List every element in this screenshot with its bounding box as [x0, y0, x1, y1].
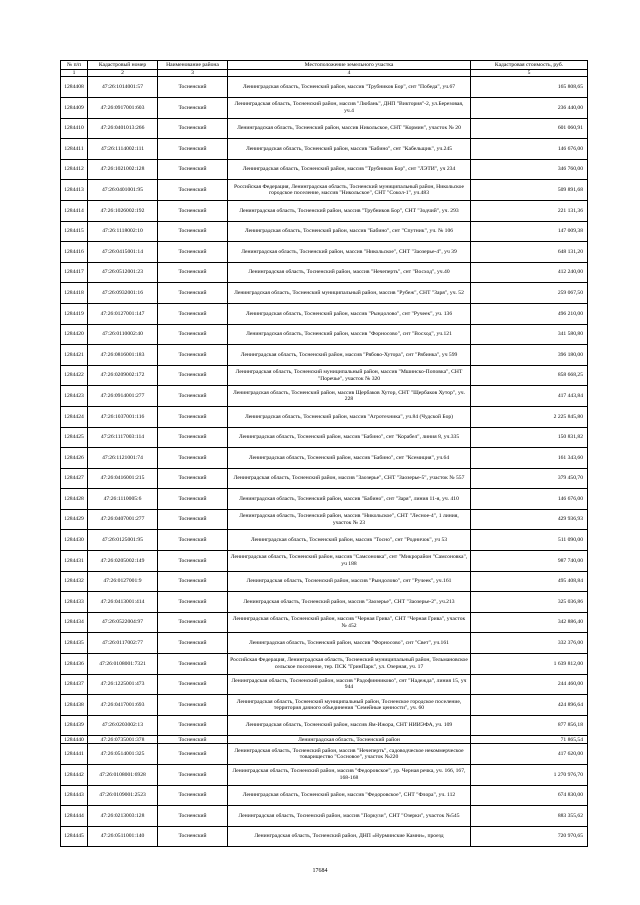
cadastral-number-cell: 47:26:0735001:378 — [88, 736, 158, 744]
cadastral-value-cell: 379 450,70 — [471, 468, 588, 489]
district-cell: Тосненский — [158, 592, 228, 613]
cadastral-number-cell: 47:26:1118002:10 — [88, 221, 158, 242]
district-cell: Тосненский — [158, 826, 228, 847]
table-row — [61, 715, 588, 736]
column-number: 4 — [228, 70, 471, 77]
table-row — [61, 695, 588, 716]
district-cell: Тосненский — [158, 633, 228, 654]
header-location: Местоположение земельного участка — [228, 61, 471, 70]
table-row — [61, 386, 588, 407]
cadastral-value-cell: 1 639 812,00 — [471, 654, 588, 675]
location-cell: Ленинградская область, Тосненский район, массив "Форносово", снт "Восход", уч.121 — [228, 324, 471, 345]
header-district: Наименование района — [158, 61, 228, 70]
location-cell: Ленинградская область, Тосненский район, массив "Нечеперть", садоводческое некоммерческое товарищество "Сосновое", участок №220 — [228, 744, 471, 765]
row-number-cell: 1284419 — [61, 303, 88, 324]
district-cell: Тосненский — [158, 324, 228, 345]
location-cell: Ленинградская область, Тосненский район, массив "Форносово", снт "Свет", уч.161 — [228, 633, 471, 654]
cadastral-value-cell: 720 970,65 — [471, 826, 588, 847]
district-cell: Тосненский — [158, 221, 228, 242]
cadastral-value-cell: 396 180,00 — [471, 345, 588, 366]
cadastral-number-cell: 47:26:1037001:116 — [88, 406, 158, 427]
cadastral-number-cell: 47:26:0108001:7321 — [88, 654, 158, 675]
cadastral-value-cell: 147 009,38 — [471, 221, 588, 242]
location-cell: Ленинградская область, Тосненский район, массив "Тосно", снт "Родничок", уч 53 — [228, 530, 471, 551]
row-number-cell: 1284421 — [61, 345, 88, 366]
location-cell: Ленинградская область, Тосненский муниципальный район, массив "Рубеж", СНТ "Заря", уч. 52 — [228, 283, 471, 304]
location-cell: Ленинградская область, Тосненский муниципальный район, массив "Мшинско-Поповка", СНТ "Поречье", участок № 320 — [228, 365, 471, 386]
header-row — [61, 61, 588, 70]
row-number-cell: 1284418 — [61, 283, 88, 304]
district-cell: Тосненский — [158, 386, 228, 407]
location-cell: Ленинградская область, Тосненский район, массив "Поркузи", СНТ "Озерки", участок №545 — [228, 806, 471, 827]
cadastral-number-cell: 47:26:1114002:111 — [88, 139, 158, 160]
location-cell: Ленинградская область, Тосненский район, массив "Заозерье", СНТ "Заозерье-5", участок № 557 — [228, 468, 471, 489]
district-cell: Тосненский — [158, 654, 228, 675]
table-row — [61, 345, 588, 366]
row-number-cell: 1284427 — [61, 468, 88, 489]
cadastral-value-cell: 417 620,00 — [471, 744, 588, 765]
row-number-cell: 1284423 — [61, 386, 88, 407]
row-number-cell: 1284430 — [61, 530, 88, 551]
cadastral-value-cell: 332 376,00 — [471, 633, 588, 654]
row-number-cell: 1284416 — [61, 242, 88, 263]
row-number-cell: 1284422 — [61, 365, 88, 386]
table-row — [61, 785, 588, 806]
location-cell: Ленинградская область, Тосненский район, массив "Агротехника", уч.84 (Чудской Бор) — [228, 406, 471, 427]
cadastral-value-cell: 341 580,80 — [471, 324, 588, 345]
district-cell: Тосненский — [158, 139, 228, 160]
cadastral-number-cell: 47:26:0209002:172 — [88, 365, 158, 386]
location-cell: Российская Федерация, Ленинградская область, Тосненский муниципальный район, Тельмановское сельское поселение, тер. ПСК "ГринПарк", ул. Озерная, уч. 17 — [228, 654, 471, 675]
row-number-cell: 1284444 — [61, 806, 88, 827]
column-numbers-row — [61, 70, 588, 77]
cadastral-value-cell: 236 440,00 — [471, 98, 588, 119]
district-cell: Тосненский — [158, 551, 228, 572]
cadastral-number-cell: 47:26:0512001:23 — [88, 262, 158, 283]
header-cadastral-number: Кадастровый номер — [88, 61, 158, 70]
table-row — [61, 736, 588, 744]
cadastral-number-cell: 47:26:0417001:693 — [88, 695, 158, 716]
table-row — [61, 744, 588, 765]
row-number-cell: 1284442 — [61, 765, 88, 786]
cadastral-number-cell: 47:26:0514001:325 — [88, 744, 158, 765]
location-cell: Ленинградская область, Тосненский район, массив "Трубников Бор", СНТ "Зодчий", уч. 293 — [228, 200, 471, 221]
cadastral-number-cell: 47:26:0816001:183 — [88, 345, 158, 366]
cadastral-value-cell: 648 131,20 — [471, 242, 588, 263]
cadastral-number-cell: 47:26:0416001:215 — [88, 468, 158, 489]
cadastral-value-cell: 346 760,00 — [471, 159, 588, 180]
district-cell: Тосненский — [158, 98, 228, 119]
table-row — [61, 826, 588, 847]
location-cell: Ленинградская область, Тосненский район, массив "Нечеперть", снт "Восход", уч.40 — [228, 262, 471, 283]
cadastral-value-cell: 509 891,68 — [471, 180, 588, 201]
district-cell: Тосненский — [158, 715, 228, 736]
row-number-cell: 1284438 — [61, 695, 88, 716]
district-cell: Тосненский — [158, 765, 228, 786]
location-cell: Ленинградская область, Тосненский район, массив "Бабино", снт "Заря", линия 11-я, уч. 410 — [228, 489, 471, 510]
district-cell: Тосненский — [158, 509, 228, 530]
location-cell: Ленинградская область, Тосненский район, массив Ям-Ижора, СНТ НИИЭФА, уч. 109 — [228, 715, 471, 736]
district-cell: Тосненский — [158, 806, 228, 827]
location-cell: Ленинградская область, Тосненский район, массив "Федоровское", ур. Черная речка, уч. 166, 167, 168-168 — [228, 765, 471, 786]
location-cell: Ленинградская область, Тосненский район, ДНП «Нурминские Камни», проезд — [228, 826, 471, 847]
cadastral-number-cell: 47:26:0917001:603 — [88, 98, 158, 119]
cadastral-value-cell: 2 225 845,80 — [471, 406, 588, 427]
location-cell: Ленинградская область, Тосненский район, массив "Бабино", снт "Ксемиция", уч.64 — [228, 448, 471, 469]
district-cell: Тосненский — [158, 530, 228, 551]
table-row — [61, 180, 588, 201]
table-row — [61, 551, 588, 572]
table-row — [61, 77, 588, 98]
cadastral-number-cell: 47:26:0110002:40 — [88, 324, 158, 345]
location-cell: Ленинградская область, Тосненский район, массив "Трубников Бор", снт "ЛЭТИ", уч 234 — [228, 159, 471, 180]
district-cell: Тосненский — [158, 674, 228, 695]
table-row — [61, 139, 588, 160]
location-cell: Ленинградская область, Тосненский район, массив "Радофинниково", снт "Надежда", линия 15, уч 944 — [228, 674, 471, 695]
table-row — [61, 530, 588, 551]
location-cell: Ленинградская область, Тосненский район, массив "Федоровское", СНТ "Флора", уч. 112 — [228, 785, 471, 806]
cadastral-value-cell: 259 067,50 — [471, 283, 588, 304]
location-cell: Российская Федерация, Ленинградская область, Тосненский муниципальный район, Никольское городское поселение, массив "Никольское", СНТ "Сокол-1", уч.483 — [228, 180, 471, 201]
cadastral-number-cell: 47:26:0522004:97 — [88, 612, 158, 633]
table-row — [61, 303, 588, 324]
district-cell: Тосненский — [158, 736, 228, 744]
table-row — [61, 592, 588, 613]
location-cell: Ленинградская область, Тосненский район, массив "Никольское", СНТ "Заозерье-4", уч 39 — [228, 242, 471, 263]
row-number-cell: 1284413 — [61, 180, 88, 201]
location-cell: Ленинградская область, Тосненский муниципальный район, Тосненское городское поселение, территория дачного объединения "Семейные ценности", уч. 60 — [228, 695, 471, 716]
cadastral-number-cell: 47:26:0407001:277 — [88, 509, 158, 530]
location-cell: Ленинградская область, Тосненский район, массив Никольское, СНТ "Кормин", участок № 20 — [228, 118, 471, 139]
district-cell: Тосненский — [158, 695, 228, 716]
district-cell: Тосненский — [158, 283, 228, 304]
table-row — [61, 468, 588, 489]
cadastral-number-cell: 47:26:1110005:6 — [88, 489, 158, 510]
table-row — [61, 159, 588, 180]
table-row — [61, 262, 588, 283]
table-row — [61, 448, 588, 469]
district-cell: Тосненский — [158, 242, 228, 263]
cadastral-number-cell: 47:26:0213003:128 — [88, 806, 158, 827]
district-cell: Тосненский — [158, 345, 228, 366]
cadastral-number-cell: 47:26:0401001:95 — [88, 180, 158, 201]
cadastral-value-cell: 150 831,82 — [471, 427, 588, 448]
cadastral-number-cell: 47:26:0117002:77 — [88, 633, 158, 654]
cadastral-value-cell: 165 808,65 — [471, 77, 588, 98]
table-row — [61, 806, 588, 827]
header-cadastral-value: Кадастровая стоимость, руб. — [471, 61, 588, 70]
district-cell: Тосненский — [158, 262, 228, 283]
district-cell: Тосненский — [158, 744, 228, 765]
cadastral-value-table — [60, 60, 588, 847]
row-number-cell: 1284426 — [61, 448, 88, 469]
row-number-cell: 1284415 — [61, 221, 88, 242]
table-row — [61, 427, 588, 448]
table-row — [61, 765, 588, 786]
column-number: 2 — [88, 70, 158, 77]
row-number-cell: 1284432 — [61, 571, 88, 592]
row-number-cell: 1284433 — [61, 592, 88, 613]
table-row — [61, 200, 588, 221]
table-row — [61, 242, 588, 263]
cadastral-value-cell: 883 355,62 — [471, 806, 588, 827]
cadastral-number-cell: 47:26:0401013:266 — [88, 118, 158, 139]
cadastral-number-cell: 47:26:0125001:95 — [88, 530, 158, 551]
cadastral-number-cell: 47:26:0413001:414 — [88, 592, 158, 613]
location-cell: Ленинградская область, Тосненский район, массив "Бабино", снт "Корабел", линия 8, уч.335 — [228, 427, 471, 448]
table-row — [61, 509, 588, 530]
table-header — [61, 61, 588, 77]
row-number-cell: 1284414 — [61, 200, 88, 221]
district-cell: Тосненский — [158, 406, 228, 427]
cadastral-number-cell: 47:26:1021002:128 — [88, 159, 158, 180]
cadastral-value-cell: 412 240,00 — [471, 262, 588, 283]
cadastral-value-cell: 244 460,00 — [471, 674, 588, 695]
cadastral-value-cell: 858 668,25 — [471, 365, 588, 386]
district-cell: Тосненский — [158, 448, 228, 469]
row-number-cell: 1284443 — [61, 785, 88, 806]
cadastral-number-cell: 47:26:0205002:149 — [88, 551, 158, 572]
cadastral-value-cell: 325 036,86 — [471, 592, 588, 613]
row-number-cell: 1284428 — [61, 489, 88, 510]
location-cell: Ленинградская область, Тосненский район, массив "Бабино", снт "Спутник", уч. № 106 — [228, 221, 471, 242]
cadastral-value-cell: 146 676,00 — [471, 139, 588, 160]
cadastral-number-cell: 47:26:0203002:13 — [88, 715, 158, 736]
district-cell: Тосненский — [158, 365, 228, 386]
row-number-cell: 1284437 — [61, 674, 88, 695]
cadastral-value-cell: 674 830,00 — [471, 785, 588, 806]
row-number-cell: 1284408 — [61, 77, 88, 98]
district-cell: Тосненский — [158, 303, 228, 324]
row-number-cell: 1284431 — [61, 551, 88, 572]
cadastral-value-cell: 71 865,54 — [471, 736, 588, 744]
row-number-cell: 1284434 — [61, 612, 88, 633]
table-row — [61, 571, 588, 592]
table-row — [61, 324, 588, 345]
row-number-cell: 1284424 — [61, 406, 88, 427]
row-number-cell: 1284412 — [61, 159, 88, 180]
cadastral-value-cell: 601 060,91 — [471, 118, 588, 139]
district-cell: Тосненский — [158, 159, 228, 180]
district-cell: Тосненский — [158, 612, 228, 633]
cadastral-number-cell: 47:26:1117003:114 — [88, 427, 158, 448]
location-cell: Ленинградская область, Тосненский район, массив "Рябово-Хутора", снт "Рябинка", уч 599 — [228, 345, 471, 366]
row-number-cell: 1284409 — [61, 98, 88, 119]
cadastral-number-cell: 47:26:0932001:16 — [88, 283, 158, 304]
location-cell: Ленинградская область, Тосненский район, массив "Черная Грива", СНТ "Черная Грива", участок № 452 — [228, 612, 471, 633]
table-row — [61, 489, 588, 510]
district-cell: Тосненский — [158, 468, 228, 489]
cadastral-number-cell: 47:26:0914001:277 — [88, 386, 158, 407]
district-cell: Тосненский — [158, 785, 228, 806]
cadastral-value-cell: 342 886,40 — [471, 612, 588, 633]
cadastral-number-cell: 47:26:1121001:74 — [88, 448, 158, 469]
table-row — [61, 612, 588, 633]
page-number: 17684 — [312, 868, 328, 874]
table-row — [61, 406, 588, 427]
cadastral-value-cell: 495 408,84 — [471, 571, 588, 592]
row-number-cell: 1284425 — [61, 427, 88, 448]
row-number-cell: 1284445 — [61, 826, 88, 847]
cadastral-value-cell: 424 896,64 — [471, 695, 588, 716]
cadastral-value-cell: 429 936,93 — [471, 509, 588, 530]
row-number-cell: 1284411 — [61, 139, 88, 160]
location-cell: Ленинградская область, Тосненский район — [228, 736, 471, 744]
cadastral-number-cell: 47:26:0127001:9 — [88, 571, 158, 592]
location-cell: Ленинградская область, Тосненский район, массив "Самсоновка", снт "Микрорайон "Самсоновка", уч 188 — [228, 551, 471, 572]
column-number: 1 — [61, 70, 88, 77]
column-number: 5 — [471, 70, 588, 77]
table-row — [61, 633, 588, 654]
location-cell: Ленинградская область, Тосненский район, массив "Бабино", снт "Кабельщик", уч.245 — [228, 139, 471, 160]
row-number-cell: 1284420 — [61, 324, 88, 345]
district-cell: Тосненский — [158, 571, 228, 592]
table-row — [61, 674, 588, 695]
row-number-cell: 1284410 — [61, 118, 88, 139]
cadastral-value-cell: 417 443,84 — [471, 386, 588, 407]
location-cell: Ленинградская область, Тосненский район, массив "Трубников Бор", снт "Победа", уч.67 — [228, 77, 471, 98]
location-cell: Ленинградская область, Тосненский район, массив "Заозерье", СНТ "Заозерье-2", уч.213 — [228, 592, 471, 613]
table-row — [61, 118, 588, 139]
cadastral-value-cell: 161 343,60 — [471, 448, 588, 469]
cadastral-value-cell: 221 131,36 — [471, 200, 588, 221]
location-cell: Ленинградская область, Тосненский район, массив "Рындолово", снт "Ручеек", уч.161 — [228, 571, 471, 592]
table-body — [61, 77, 588, 847]
cadastral-number-cell: 47:26:1026002:192 — [88, 200, 158, 221]
cadastral-value-cell: 1 270 976,70 — [471, 765, 588, 786]
row-number-cell: 1284429 — [61, 509, 88, 530]
cadastral-value-cell: 877 856,18 — [471, 715, 588, 736]
row-number-cell: 1284439 — [61, 715, 88, 736]
cadastral-number-cell: 47:26:0127001:147 — [88, 303, 158, 324]
header-row-number: № п/п — [61, 61, 88, 70]
cadastral-value-cell: 987 740,00 — [471, 551, 588, 572]
cadastral-value-cell: 146 676,00 — [471, 489, 588, 510]
district-cell: Тосненский — [158, 200, 228, 221]
table-row — [61, 365, 588, 386]
district-cell: Тосненский — [158, 427, 228, 448]
table-row — [61, 221, 588, 242]
cadastral-number-cell: 47:26:1225001:473 — [88, 674, 158, 695]
location-cell: Ленинградская область, Тосненский район, массив "Никольское", СНТ "Лесное-4", 1 линия, участок № 23 — [228, 509, 471, 530]
cadastral-number-cell: 47:26:0109001:2523 — [88, 785, 158, 806]
row-number-cell: 1284436 — [61, 654, 88, 675]
row-number-cell: 1284440 — [61, 736, 88, 744]
cadastral-number-cell: 47:26:1014001:57 — [88, 77, 158, 98]
district-cell: Тосненский — [158, 77, 228, 98]
cadastral-value-cell: 511 090,00 — [471, 530, 588, 551]
table-row — [61, 98, 588, 119]
district-cell: Тосненский — [158, 118, 228, 139]
table-row — [61, 654, 588, 675]
row-number-cell: 1284435 — [61, 633, 88, 654]
location-cell: Ленинградская область, Тосненский район, массив "Любань", ДНП "Виктория"-2, ул.Березовая, уч.4 — [228, 98, 471, 119]
district-cell: Тосненский — [158, 489, 228, 510]
row-number-cell: 1284441 — [61, 744, 88, 765]
column-number: 3 — [158, 70, 228, 77]
table-row — [61, 283, 588, 304]
location-cell: Ленинградская область, Тосненский район, массив "Рындолово", снт "Ручеек", уч. 136 — [228, 303, 471, 324]
cadastral-value-cell: 496 210,00 — [471, 303, 588, 324]
location-cell: Ленинградская область, Тосненский район, массив Щербаков Хутор, СНТ "Щербаков Хутор", уч. 228 — [228, 386, 471, 407]
row-number-cell: 1284417 — [61, 262, 88, 283]
cadastral-number-cell: 47:26:0108001:6928 — [88, 765, 158, 786]
cadastral-number-cell: 47:26:0415001:14 — [88, 242, 158, 263]
district-cell: Тосненский — [158, 180, 228, 201]
cadastral-number-cell: 47:26:0511001:140 — [88, 826, 158, 847]
